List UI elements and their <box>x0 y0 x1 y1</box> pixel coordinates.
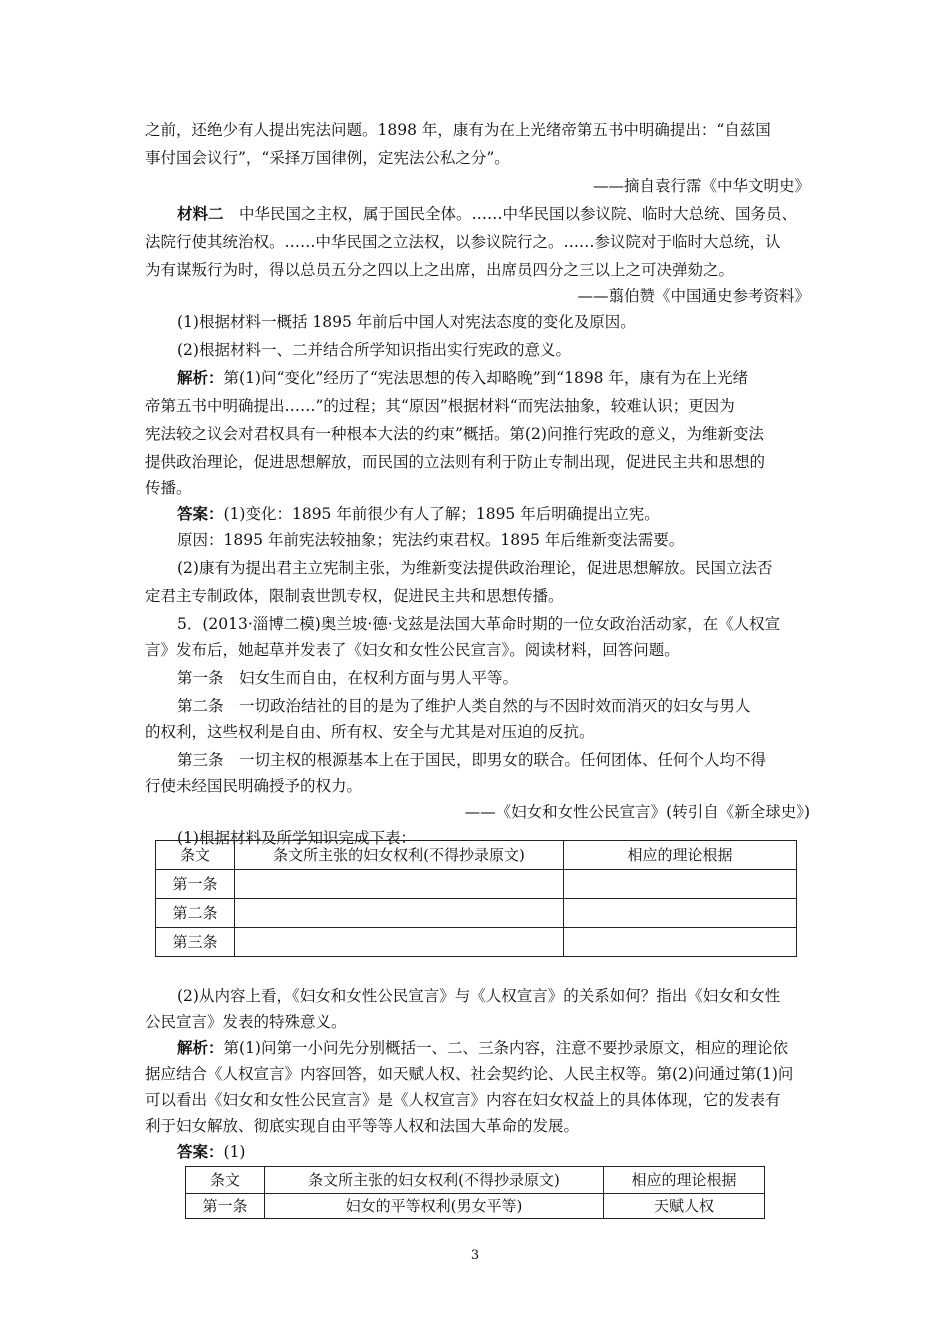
text-line: 的权利，这些权利是自由、所有权、安全与尤其是对压迫的反抗。 <box>145 723 595 741</box>
analysis-label: 解析： <box>177 1038 224 1057</box>
table-cell-empty <box>564 899 797 928</box>
table-cell-empty <box>235 870 564 899</box>
table-cell-empty <box>564 870 797 899</box>
text-line: 帝第五书中明确提出……”的过程；其“原因”根据材料“而宪法抽象，较难认识；更因为 <box>145 397 735 415</box>
text-line: 提供政治理论，促进思想解放，而民国的立法则有利于防止专制出现，促进民主共和思想的 <box>145 453 766 471</box>
analysis-label: 解析： <box>177 368 224 387</box>
text-line: 公民宣言》发表的特殊意义。 <box>145 1013 347 1031</box>
table-cell: 第三条 <box>156 928 235 957</box>
table-cell-empty <box>235 899 564 928</box>
answer-line <box>177 501 810 527</box>
text-line: 为有谋叛行为时，得以总员五分之四以上之出席，出席员四分之三以上之可决弹劾之。 <box>145 261 735 279</box>
table-cell: 第二条 <box>156 899 235 928</box>
analysis-text: 第(1)问“变化”经历了“宪法思想的传入却略晚”到“1898 年，康有为在上光绪 <box>223 369 748 387</box>
material-two-line <box>177 201 810 227</box>
text-line: 传播。 <box>145 479 192 497</box>
table-row <box>186 1194 765 1219</box>
answer-text: (1)变化：1895 年前很少有人了解；1895 年后明确提出立宪。 <box>223 505 660 523</box>
article-line: 第二条 一切政治结社的目的是为了维护人类自然的与不因时效而消灭的妇女与男人 <box>177 697 751 715</box>
source-citation: ——《妇女和女性公民宣言》(转引自《新全球史》) <box>464 803 810 821</box>
table-header-cell: 相应的理论根据 <box>564 841 797 870</box>
text-line: 可以看出《妇女和女性公民宣言》是《人权宣言》内容在妇女权益上的具体体现，它的发表有 <box>145 1091 781 1109</box>
text-line: 之前，还绝少有人提出宪法问题。1898 年，康有为在上光绪帝第五书中明确提出：“自兹国 <box>145 121 771 139</box>
table-row <box>156 899 797 928</box>
table-header-cell: 条文 <box>156 841 235 870</box>
material-label: 材料二 <box>177 204 224 223</box>
table-cell: 第一条 <box>156 870 235 899</box>
table-cell: 妇女的平等权利(男女平等) <box>265 1194 604 1219</box>
table-header-cell: 条文所主张的妇女权利(不得抄录原文) <box>265 1167 604 1194</box>
answer-line: (2)康有为提出君主立宪制主张，为维新变法提供政治理论，促进思想解放。民国立法否 <box>177 559 773 577</box>
analysis-line <box>177 1035 810 1061</box>
article-line: 第三条 一切主权的根源基本上在于国民，即男女的联合。任何团体、任何个人均不得 <box>177 751 767 769</box>
text-line: 利于妇女解放、彻底实现自由平等等人权和法国大革命的发展。 <box>145 1117 580 1135</box>
question-line: (1)根据材料及所学知识完成下表： <box>177 829 416 847</box>
text-line: 据应结合《人权宣言》内容回答，如天赋人权、社会契约论、人民主权等。第(2)问通过第(1)问 <box>145 1065 794 1083</box>
table-header-cell: 条文所主张的妇女权利(不得抄录原文) <box>235 841 564 870</box>
answer-text: (1) <box>223 1143 246 1161</box>
answer-label: 答案： <box>177 1142 224 1161</box>
text-line: 事付国会议行”，“采择万国律例，定宪法公私之分”。 <box>145 149 510 167</box>
question-line: (1)根据材料一概括 1895 年前后中国人对宪法态度的变化及原因。 <box>177 313 636 331</box>
answer-label: 答案： <box>177 504 224 523</box>
text-line: 宪法较之议会对君权具有一种根本大法的约束”概括。第(2)问推行宪政的意义，为维新变法 <box>145 425 764 443</box>
table-header-row <box>186 1167 765 1194</box>
table-header-row <box>156 841 797 870</box>
source-citation: ——摘自袁行霈《中华文明史》 <box>592 177 810 195</box>
answer-table <box>185 1166 765 1219</box>
analysis-line <box>177 365 810 391</box>
answer-line: 原因：1895 年前宪法较抽象；宪法约束君权。1895 年后维新变法需要。 <box>177 531 685 549</box>
text-line: 行使未经国民明确授予的权力。 <box>145 777 363 795</box>
question-line: (2)从内容上看，《妇女和女性公民宣言》与《人权宣言》的关系如何？指出《妇女和女性 <box>177 987 781 1005</box>
table-cell-empty <box>235 928 564 957</box>
material-text: 中华民国之主权，属于国民全体。……中华民国以参议院、临时大总统、国务员、 <box>239 205 798 223</box>
text-line: 法院行使其统治权。……中华民国之立法权，以参议院行之。……参议院对于临时大总统，认 <box>145 233 781 251</box>
table-row <box>156 928 797 957</box>
table-header-cell: 相应的理论根据 <box>604 1167 765 1194</box>
analysis-text: 第(1)问第一小问先分别概括一、二、三条内容，注意不要抄录原文，相应的理论依 <box>223 1039 788 1057</box>
question-intro: 5．(2013·淄博二模)奥兰坡·德·戈兹是法国大革命时期的一位女政治活动家，在《人权宣 <box>177 615 781 633</box>
table-cell: 第一条 <box>186 1194 265 1219</box>
table-row <box>156 870 797 899</box>
table-cell-empty <box>564 928 797 957</box>
source-citation: ——翦伯赞《中国通史参考资料》 <box>577 287 810 305</box>
table-header-cell: 条文 <box>186 1167 265 1194</box>
question-line: (2)根据材料一、二并结合所学知识指出实行宪政的意义。 <box>177 341 571 359</box>
page-number: 3 <box>470 1248 480 1263</box>
text-line: 定君主专制政体，限制袁世凯专权，促进民主共和思想传播。 <box>145 587 564 605</box>
article-line: 第一条 妇女生而自由，在权利方面与男人平等。 <box>177 669 519 687</box>
blank-answer-table <box>155 840 797 957</box>
answer-line <box>177 1139 810 1165</box>
text-line: 言》发布后，她起草并发表了《妇女和女性公民宣言》。阅读材料，回答问题。 <box>145 641 680 659</box>
table-cell: 天赋人权 <box>604 1194 765 1219</box>
